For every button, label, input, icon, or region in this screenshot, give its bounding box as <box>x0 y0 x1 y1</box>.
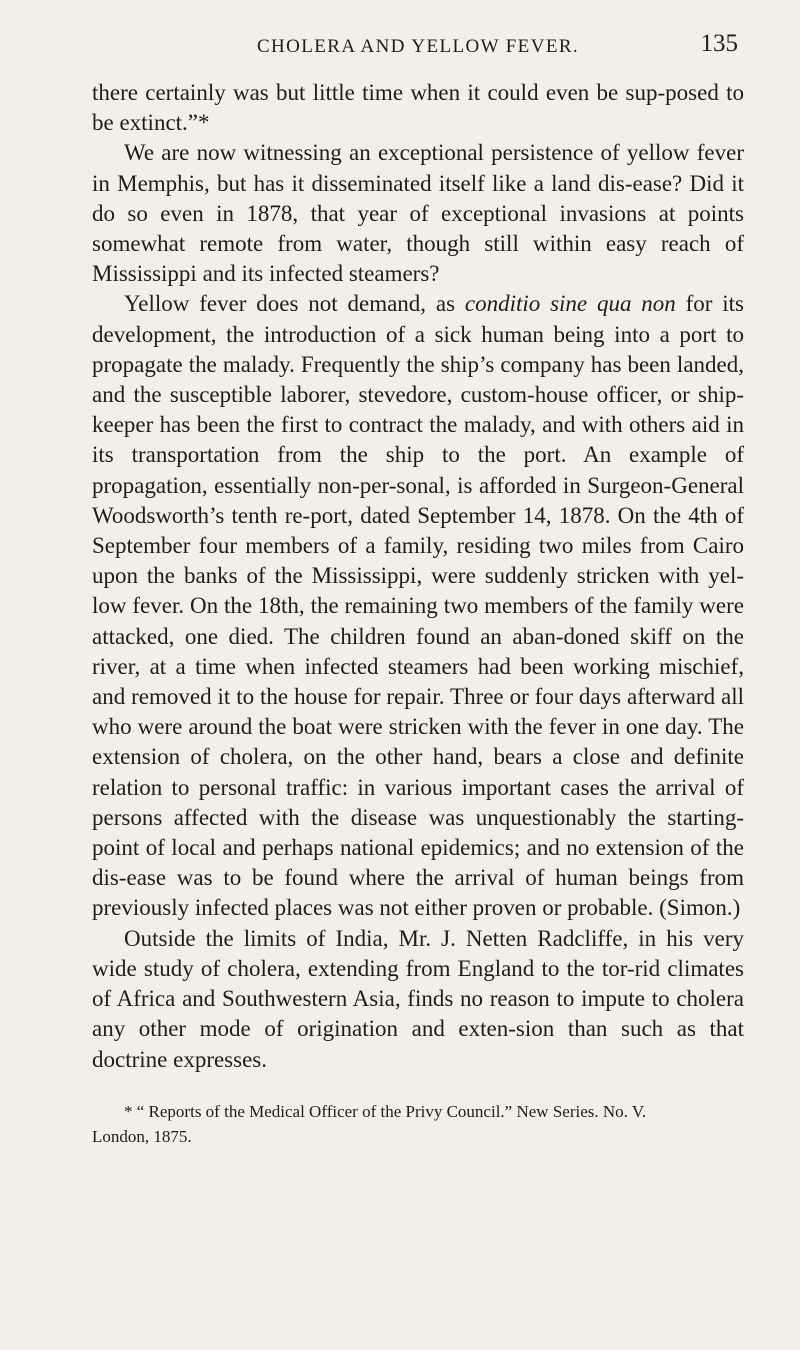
body-text <box>92 78 744 1075</box>
paragraph-text-after-italic: for its development, the introduction of a sick human being into a port to propagate the malady. Frequently the ship’s company has been landed, and the susceptible laborer, stevedore, custom-house officer, or ship-keeper has been the first to contract the malady, and with others aid in its transportation from the ship to the port. An example of propagation, essentially non-per-sonal, is afforded in Surgeon-General Woodsworth’s tenth re-port, dated September 14, 1878. On the 4th of September four members of a family, residing two miles from Cairo upon the banks of the Mississippi, were suddenly stricken with yel-low fever. On the 18th, the remaining two members of the family were attacked, one died. The children found an aban-doned skiff on the river, at a time when infected steamers had been working mischief, and removed it to the house for repair. Three or four days afterward all who were around the boat were stricken with the fever in one day. The extension of cholera, on the other hand, bears a close and definite relation to personal traffic: in various important cases the arrival of persons affected with the disease was unquestionably the starting-point of local and perhaps national epidemics; and no extension of the dis-ease was to be found where the arrival of human beings from previously infected places was not either proven or probable. (Simon.) <box>92 291 744 921</box>
running-head <box>92 0 744 58</box>
footnote-line-1: * “ Reports of the Medical Officer of the Privy Council.” New Series. No. V. <box>124 1101 647 1121</box>
paragraph-text-before-italic: Yellow fever does not demand, as <box>124 291 465 317</box>
paragraph-yellow-fever-propagation <box>92 289 744 923</box>
page-number: 135 <box>700 30 738 57</box>
footnote <box>92 1099 744 1149</box>
latin-phrase: conditio sine qua non <box>464 291 676 317</box>
paragraph-memphis: We are now witnessing an exceptional persistence of yellow fever in Memphis, but has it disseminated itself like a land dis-ease? Did it do so even in 1878, that year of exceptional invasions at points somewhat remote from water, though still within easy reach of Mississippi and its infected steamers? <box>92 140 744 287</box>
paragraph-radcliffe: Outside the limits of India, Mr. J. Netten Radcliffe, in his very wide study of cholera, extending from England to the tor-rid climates of Africa and Southwestern Asia, finds no reason to impute to cholera any other mode of origination and exten-sion than such as that doctrine expresses. <box>92 925 744 1072</box>
paragraph-continuation: there certainly was but little time when it could even be sup-posed to be extinct.”* <box>92 80 744 136</box>
footnote-line-2: London, 1875. <box>92 1126 192 1146</box>
running-title: CHOLERA AND YELLOW FEVER. <box>256 36 580 57</box>
